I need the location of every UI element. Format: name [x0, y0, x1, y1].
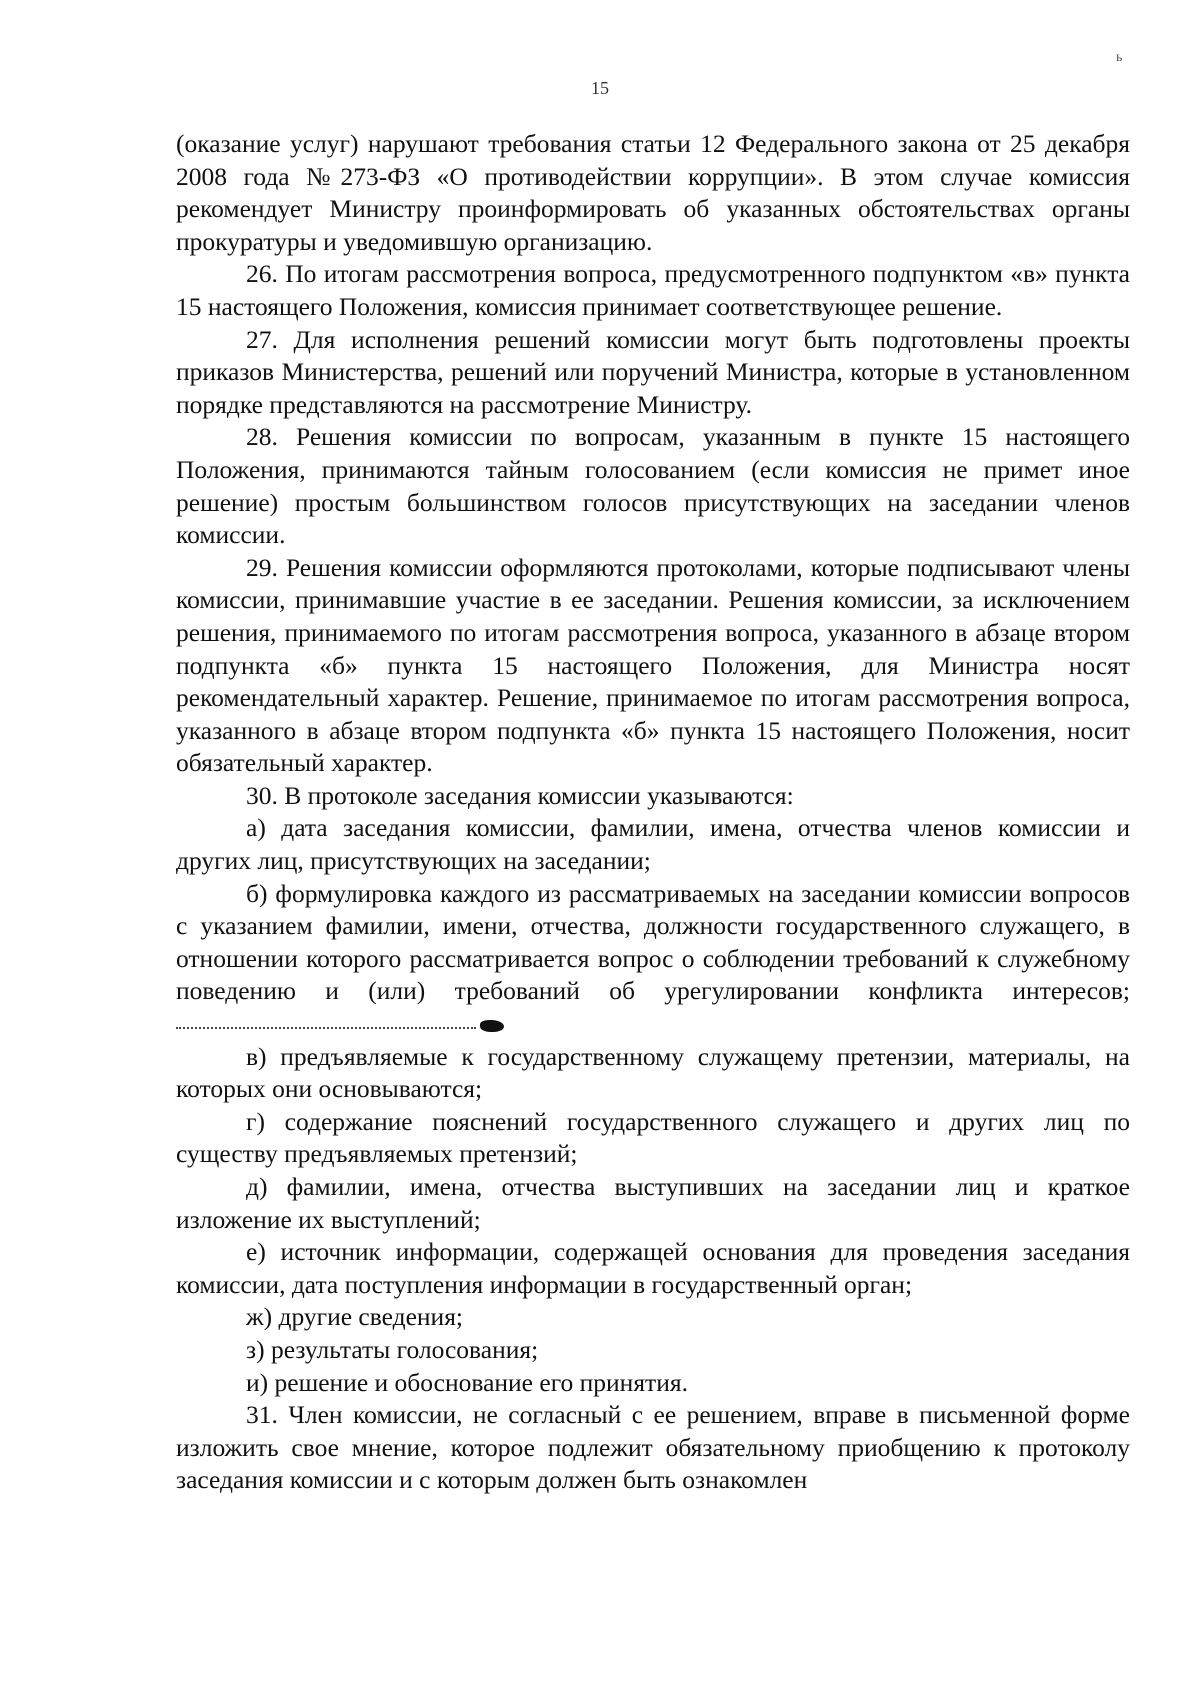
- corner-mark: ь: [1116, 50, 1123, 65]
- paragraph-29: 29. Решения комиссии оформляются протоколами, которые подписывают члены комиссии, принимавшие участие в ее заседании. Решения комиссии, за исключением решения, принимаемого по итогам рассмотрения вопроса, указанного в абзаце втором подпункта «б» пункта 15 настоящего Положения, для Министра носят рекомендательный характер. Решение, принимаемое по итогам рассмотрения вопроса, указанного в абзаце втором подпункта «б» пункта 15 настоящего Положения, носит обязательный характер.: [176, 552, 1130, 778]
- scan-smudge: [176, 1023, 476, 1029]
- ink-blot: [480, 1020, 504, 1032]
- paragraph-30-b: [176, 878, 1130, 1041]
- paragraph-26: 26. По итогам рассмотрения вопроса, предусмотренного подпунктом «в» пункта 15 настоящего Положения, комиссия принимает соответствующее решение.: [176, 259, 1130, 321]
- paragraph-30-e: е) источник информации, содержащей основания для проведения заседания комиссии, дата поступления информации в государственный орган;: [176, 1237, 1130, 1299]
- paragraph-25-continuation: (оказание услуг) нарушают требования статьи 12 Федерального закона от 25 декабря 2008 года №273-ФЗ «О противодействии коррупции». В этом случае комиссия рекомендует Министру проинформировать об указанных обстоятельствах органы прокуратуры и уведомившую организацию.: [176, 129, 1130, 256]
- paragraph-27: 27. Для исполнения решений комиссии могут быть подготовлены проекты приказов Министерства, решений или поручений Министра, которые в установленном порядке представляются на рассмотрение Министру.: [176, 324, 1130, 419]
- paragraph-30-g: г) содержание пояснений государственного служащего и других лиц по существу предъявляемых претензий;: [176, 1106, 1130, 1169]
- document-body: [176, 128, 1130, 1497]
- paragraph-28: 28. Решения комиссии по вопросам, указанным в пункте 15 настоящего Положения, принимаются тайным голосованием (если комиссия не примет иное решение) простым большинством голосов присутствующих на заседании членов комиссии.: [176, 422, 1130, 550]
- page-number: 15: [591, 78, 609, 98]
- paragraph-30-b-text: б) формулировка каждого из рассматриваемых на заседании комиссии вопросов с указанием фамилии, имени, отчества, должности государственного служащего, в отношении которого рассматривается вопрос о соблюдении требований к служебному поведению и (или) требований об урегулировании конфликта интересов;: [176, 878, 1130, 1006]
- paragraph-30-z: з) результаты голосования;: [246, 1334, 539, 1364]
- paragraph-30-d: д) фамилии, имена, отчества выступивших на заседании лиц и краткое изложение их выступлений;: [176, 1172, 1130, 1234]
- paragraph-31: 31. Член комиссии, не согласный с ее решением, вправе в письменной форме изложить свое мнение, которое подлежит обязательному приобщению к протоколу заседания комиссии и с которым должен быть ознакомлен: [176, 1400, 1130, 1495]
- paragraph-30-a: а) дата заседания комиссии, фамилии, имена, отчества членов комиссии и других лиц, присутствующих на заседании;: [176, 813, 1130, 876]
- paragraph-30-v: в) предъявляемые к государственному служащему претензии, материалы, на которых они основываются;: [176, 1041, 1130, 1104]
- paragraph-30-i: и) решение и обоснование его принятия.: [246, 1367, 688, 1397]
- paragraph-30: 30. В протоколе заседания комиссии указываются:: [246, 780, 794, 810]
- paragraph-30-zh: ж) другие сведения;: [246, 1302, 464, 1332]
